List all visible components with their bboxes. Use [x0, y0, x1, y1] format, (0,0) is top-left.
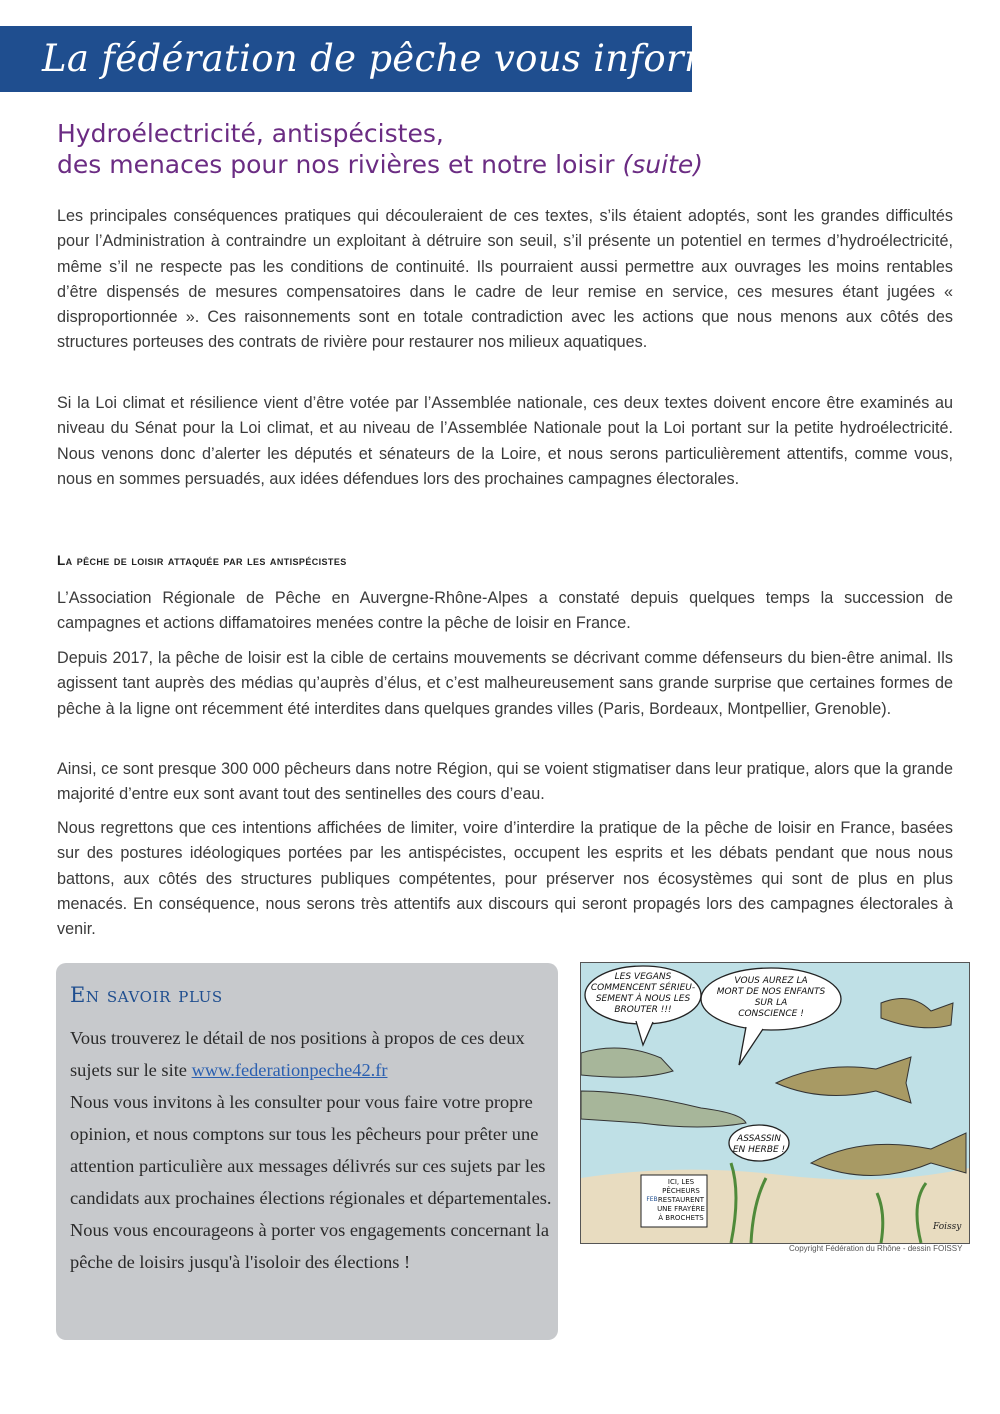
cartoon-riverbed — [581, 1168, 969, 1243]
section-paragraph-1: L’Association Régionale de Pêche en Auvergne-Rhône-Alpes a constaté depuis quelques temps la succession de campagnes et actions diffamatoires menées contre la pêche de loisir en France. — [57, 589, 953, 633]
sign-line-4: UNE FRAYÈRE — [657, 1205, 705, 1213]
info-box-text-2: Nous vous invitons à les consulter pour vous faire votre propre opinion, et nous comptons sur tous les pêcheurs pour prêter une attention particulière aux messages délivrés sur ces sujets par les candidats aux prochaines élections régionales et départementales. — [70, 1092, 552, 1208]
article-title-line-2 — [57, 149, 937, 180]
article-title-line-1: Hydroélectricité, antispécistes, — [57, 119, 444, 148]
article-title-suffix: (suite) — [622, 150, 704, 179]
info-box-text-3: Nous vous encourageons à porter vos engagements concernant la pêche de loisirs jusqu'à l'isoloir des élections ! — [70, 1220, 550, 1272]
bubble-1-line-2: COMMENCENT SÉRIEU- — [590, 983, 696, 993]
article-title-line-2-text: des menaces pour nos rivières et notre loisir — [57, 150, 615, 179]
website-link[interactable]: www.federationpeche42.fr — [191, 1060, 388, 1080]
info-box-body — [70, 1022, 552, 1278]
cartoon-illustration — [580, 962, 970, 1244]
sign-line-2: PÊCHEURS — [662, 1187, 700, 1195]
artist-signature: Foissy — [933, 1222, 962, 1232]
bubble-1-line-4: BROUTER !!! — [614, 1005, 672, 1015]
article-paragraph-2: Si la Loi climat et résilience vient d’être votée par l’Assemblée nationale, ces deux textes doivent encore être examinés au niveau du Sénat pour la Loi climat, et au niveau de l’Assemblée Nationale pout la Loi portant sur la petite hydroélectricité. Nous venons donc d’alerter les députés et sénateurs de la Loire, et nous serons particulièrement attentifs, comme vous, nous en sommes persuadés, aux idées défendues lors des prochaines campagnes électorales. — [57, 394, 953, 488]
bubble-2-line-4: CONSCIENCE ! — [738, 1009, 804, 1019]
bubble-3-line-2: EN HERBE ! — [732, 1145, 786, 1155]
section-paragraph-4: Nous regrettons que ces intentions affichées de limiter, voire d’interdire la pratique de la pêche de loisir en France, basées sur des postures idéologiques portées par les antispécistes, occupent les esprits et les débats pendant que nous nous battons, aux côtés des structures publiques compétentes, pour préserver nos écosystèmes qui sont de plus en plus menacés. En conséquence, nous serons très attentifs aux discours qui seront propagés lors des campagnes électorales à venir. — [57, 819, 953, 939]
bubble-2-line-2: MORT DE NOS ENFANTS — [716, 987, 826, 997]
banner-title: La fédération de pêche vous informe — [42, 37, 742, 80]
info-box-title: En savoir plus — [70, 983, 223, 1007]
sign-logo: FEB — [646, 1196, 658, 1203]
article-title — [57, 118, 937, 180]
sign-line-1: ICI, LES — [667, 1178, 695, 1186]
sign-line-3: RESTAURENT — [657, 1196, 705, 1204]
bubble-1-line-1: LES VEGANS — [614, 972, 672, 982]
section-paragraph-2: Depuis 2017, la pêche de loisir est la cible de certains mouvements se décrivant comme défenseurs du bien-être animal. Ils agissent tant auprès des médias qu’auprès d’élus, et c’est malheureusement sans grande surprise que certaines formes de pêche à la ligne ont récemment été interdites dans quelques grandes villes (Paris, Bordeaux, Montpellier, Grenoble). — [57, 649, 953, 718]
bubble-3-line-1: ASSASSIN — [737, 1134, 781, 1144]
info-box — [56, 963, 558, 1340]
section-heading: La pêche de loisir attaquée par les antispécistes — [57, 553, 347, 568]
cartoon-caption: Copyright Fédération du Rhône - dessin FOISSY — [789, 1244, 963, 1253]
sign-line-5: À BROCHETS — [658, 1214, 704, 1222]
section-paragraph-3: Ainsi, ce sont presque 300 000 pêcheurs dans notre Région, qui se voient stigmatiser dans leur pratique, alors que la grande majorité d’entre eux sont avant tout des sentinelles des cours d’eau. — [57, 760, 953, 804]
info-box-text-1-lead: Vous trouverez le détail de nos positions à propos de ces deux sujets sur le site — [70, 1028, 525, 1080]
bubble-2-line-3: SUR LA — [754, 998, 788, 1008]
bubble-2-line-1: VOUS AUREZ LA — [734, 976, 808, 986]
header-banner — [0, 26, 742, 92]
info-box-text-1 — [70, 1022, 552, 1086]
bubble-1-line-3: SEMENT À NOUS LES — [595, 994, 691, 1004]
article-paragraph-1: Les principales conséquences pratiques qui découleraient de ces textes, s’ils étaient adoptés, sont les grandes difficultés pour l’Administration à contraindre un exploitant à détruire son seuil, s’il présente un potentiel en termes d’hydroélectricité, même s’il ne respecte pas les conditions de continuité. Ils pourraient aussi permettre aux ouvrages les moins rentables d’être dispensés de mesures compensatoires dans le cadre de leur remise en service, ces mesures étant jugées « disproportionnée ». Ces raisonnements sont en totale contradiction avec les actions que nous menons aux côtés des structures porteuses des contrats de rivière pour restaurer nos milieux aquatiques. — [57, 207, 953, 352]
